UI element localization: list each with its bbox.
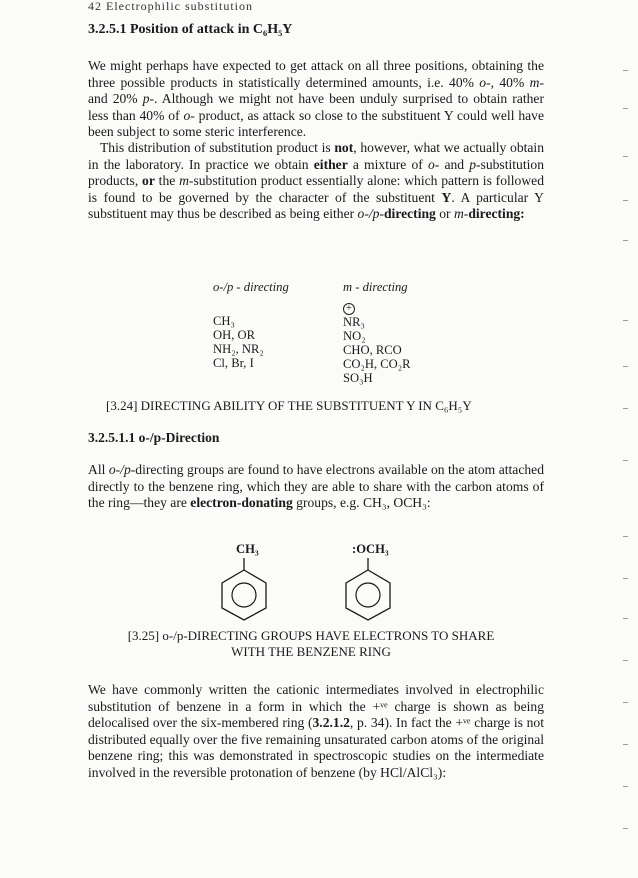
text-run: and 20% [88,91,143,107]
caption-line-2: WITH THE BENZENE RING [231,644,391,659]
running-head: 42 Electrophilic substitution [88,0,253,13]
paragraph-4 [88,682,544,782]
ortho-para-column [213,280,289,370]
methyl-label: CH₃ [236,542,259,556]
anisole-structure [338,556,398,622]
subsection-title: 3.2.5.1.1 o-/p-Direction [88,430,220,445]
meta-item: NO₂ [343,329,366,343]
margin-mark [623,618,628,619]
text-run: . Although we might not have been unduly surprised to obtain rather less than 40% of [88,91,544,123]
text-run: directing groups are found to have electrons available on the atom attached directly to the benzene ring, which they are able to share with the carbon atoms of the ring—they are [88,462,544,511]
text-run: directing: [468,206,525,222]
margin-mark [623,744,628,745]
text-run: , however, what we actually obtain in the laboratory. In practice we obtain [88,140,544,172]
text-run: electron-donating [190,495,293,511]
positive-charge-symbol: + [343,303,355,315]
margin-mark [623,578,628,579]
text-run: substitution products, [88,156,544,189]
text-run: p- [469,156,481,172]
methoxy-label: :OCH₃ [352,542,389,556]
text-run: . A particular Y substituent may thus be described as being either [88,189,544,222]
paragraph-1 [88,58,544,141]
figure-caption-3-25 [100,628,522,660]
text-run: 3.2.1.2 [312,715,350,731]
ortho-para-header: o-/p - directing [213,280,289,294]
text-run: product, as attack so close to the substituent Y could well have been subject to some steric interference. [88,107,544,140]
meta-column [343,280,411,385]
paragraph-2 [88,140,544,223]
text-run: m- [529,74,544,90]
margin-mark [623,200,628,201]
margin-mark [623,408,628,409]
text-run: , p. 34). In fact the +ᵛᵉ charge is not distributed equally over the five remaining unsaturated carbon atoms of the original benzene ring; this was demonstrated in spectroscopic studies on the intermediate involved in the reversible protonation of benzene (by HCl/AlCl₃): [88,715,544,780]
text-run: We might perhaps have expected to get attack on all three positions, obtaining the three possible products in statistically determined amounts, i.e. 40% [88,58,544,90]
text-run: and [439,156,470,172]
text-run: m- [453,206,469,222]
text-run: o-/p- [108,462,136,477]
figure-caption-3-24: [3.24] DIRECTING ABILITY OF THE SUBSTITUENT Y IN C₆H₅Y [106,398,472,413]
text-run: groups, e.g. CH₃, OCH₃: [292,495,431,511]
margin-mark [623,460,628,461]
text-run: the [154,173,180,189]
meta-item: SO₃H [343,371,373,385]
text-run: not [334,140,354,155]
margin-mark [623,320,628,321]
text-run: Y [441,189,452,205]
text-run: m- [179,173,194,189]
toluene-structure [214,556,274,622]
ortho-para-item: Cl, Br, I [213,356,254,370]
text-run: o-/p- [357,206,384,222]
text-run: This distribution of substitution product is [100,140,335,155]
paragraph-3 [88,462,544,512]
margin-mark [623,156,628,157]
margin-mark [623,536,628,537]
meta-item: NR₃ [343,315,365,329]
text-run: o- [183,107,195,123]
text-run: , 40% [490,74,530,90]
meta-item: CO₂H, CO₂R [343,357,411,371]
margin-mark [623,660,628,661]
text-run: o- [479,74,491,90]
text-run: p- [142,91,155,107]
text-run: or [435,206,454,222]
margin-mark [623,786,628,787]
text-run: substitution product essentially alone: which pattern is followed is found to be governed by the character of the substituent [88,173,544,205]
text-run: directing [383,206,436,222]
text-run: a mixture of [347,156,428,172]
meta-item: CHO, RCO [343,343,402,357]
margin-mark [623,828,628,829]
margin-mark [623,366,628,367]
margin-mark [623,702,628,703]
text-run: or [142,173,155,189]
margin-mark [623,108,628,109]
ortho-para-item: CH₃ [213,314,235,328]
text-run: We have commonly written the cationic intermediates involved in electrophilic substitution of benzene in a form in which the +ᵛᵉ charge is shown as being delocalised over the six-membered ring ( [88,682,544,731]
section-title: 3.2.5.1 Position of attack in C₆H₅Y [88,22,293,37]
ortho-para-item: NH₂, NR₂ [213,342,264,356]
meta-header: m - directing [343,280,408,294]
margin-mark [623,70,628,71]
caption-line-1: [3.25] o-/p-DIRECTING GROUPS HAVE ELECTRONS TO SHARE [127,628,495,643]
text-run: either [313,156,348,172]
ortho-para-item: OH, OR [213,328,255,342]
text-run: o- [427,156,440,172]
text-run: All [88,462,109,477]
margin-mark [623,240,628,241]
